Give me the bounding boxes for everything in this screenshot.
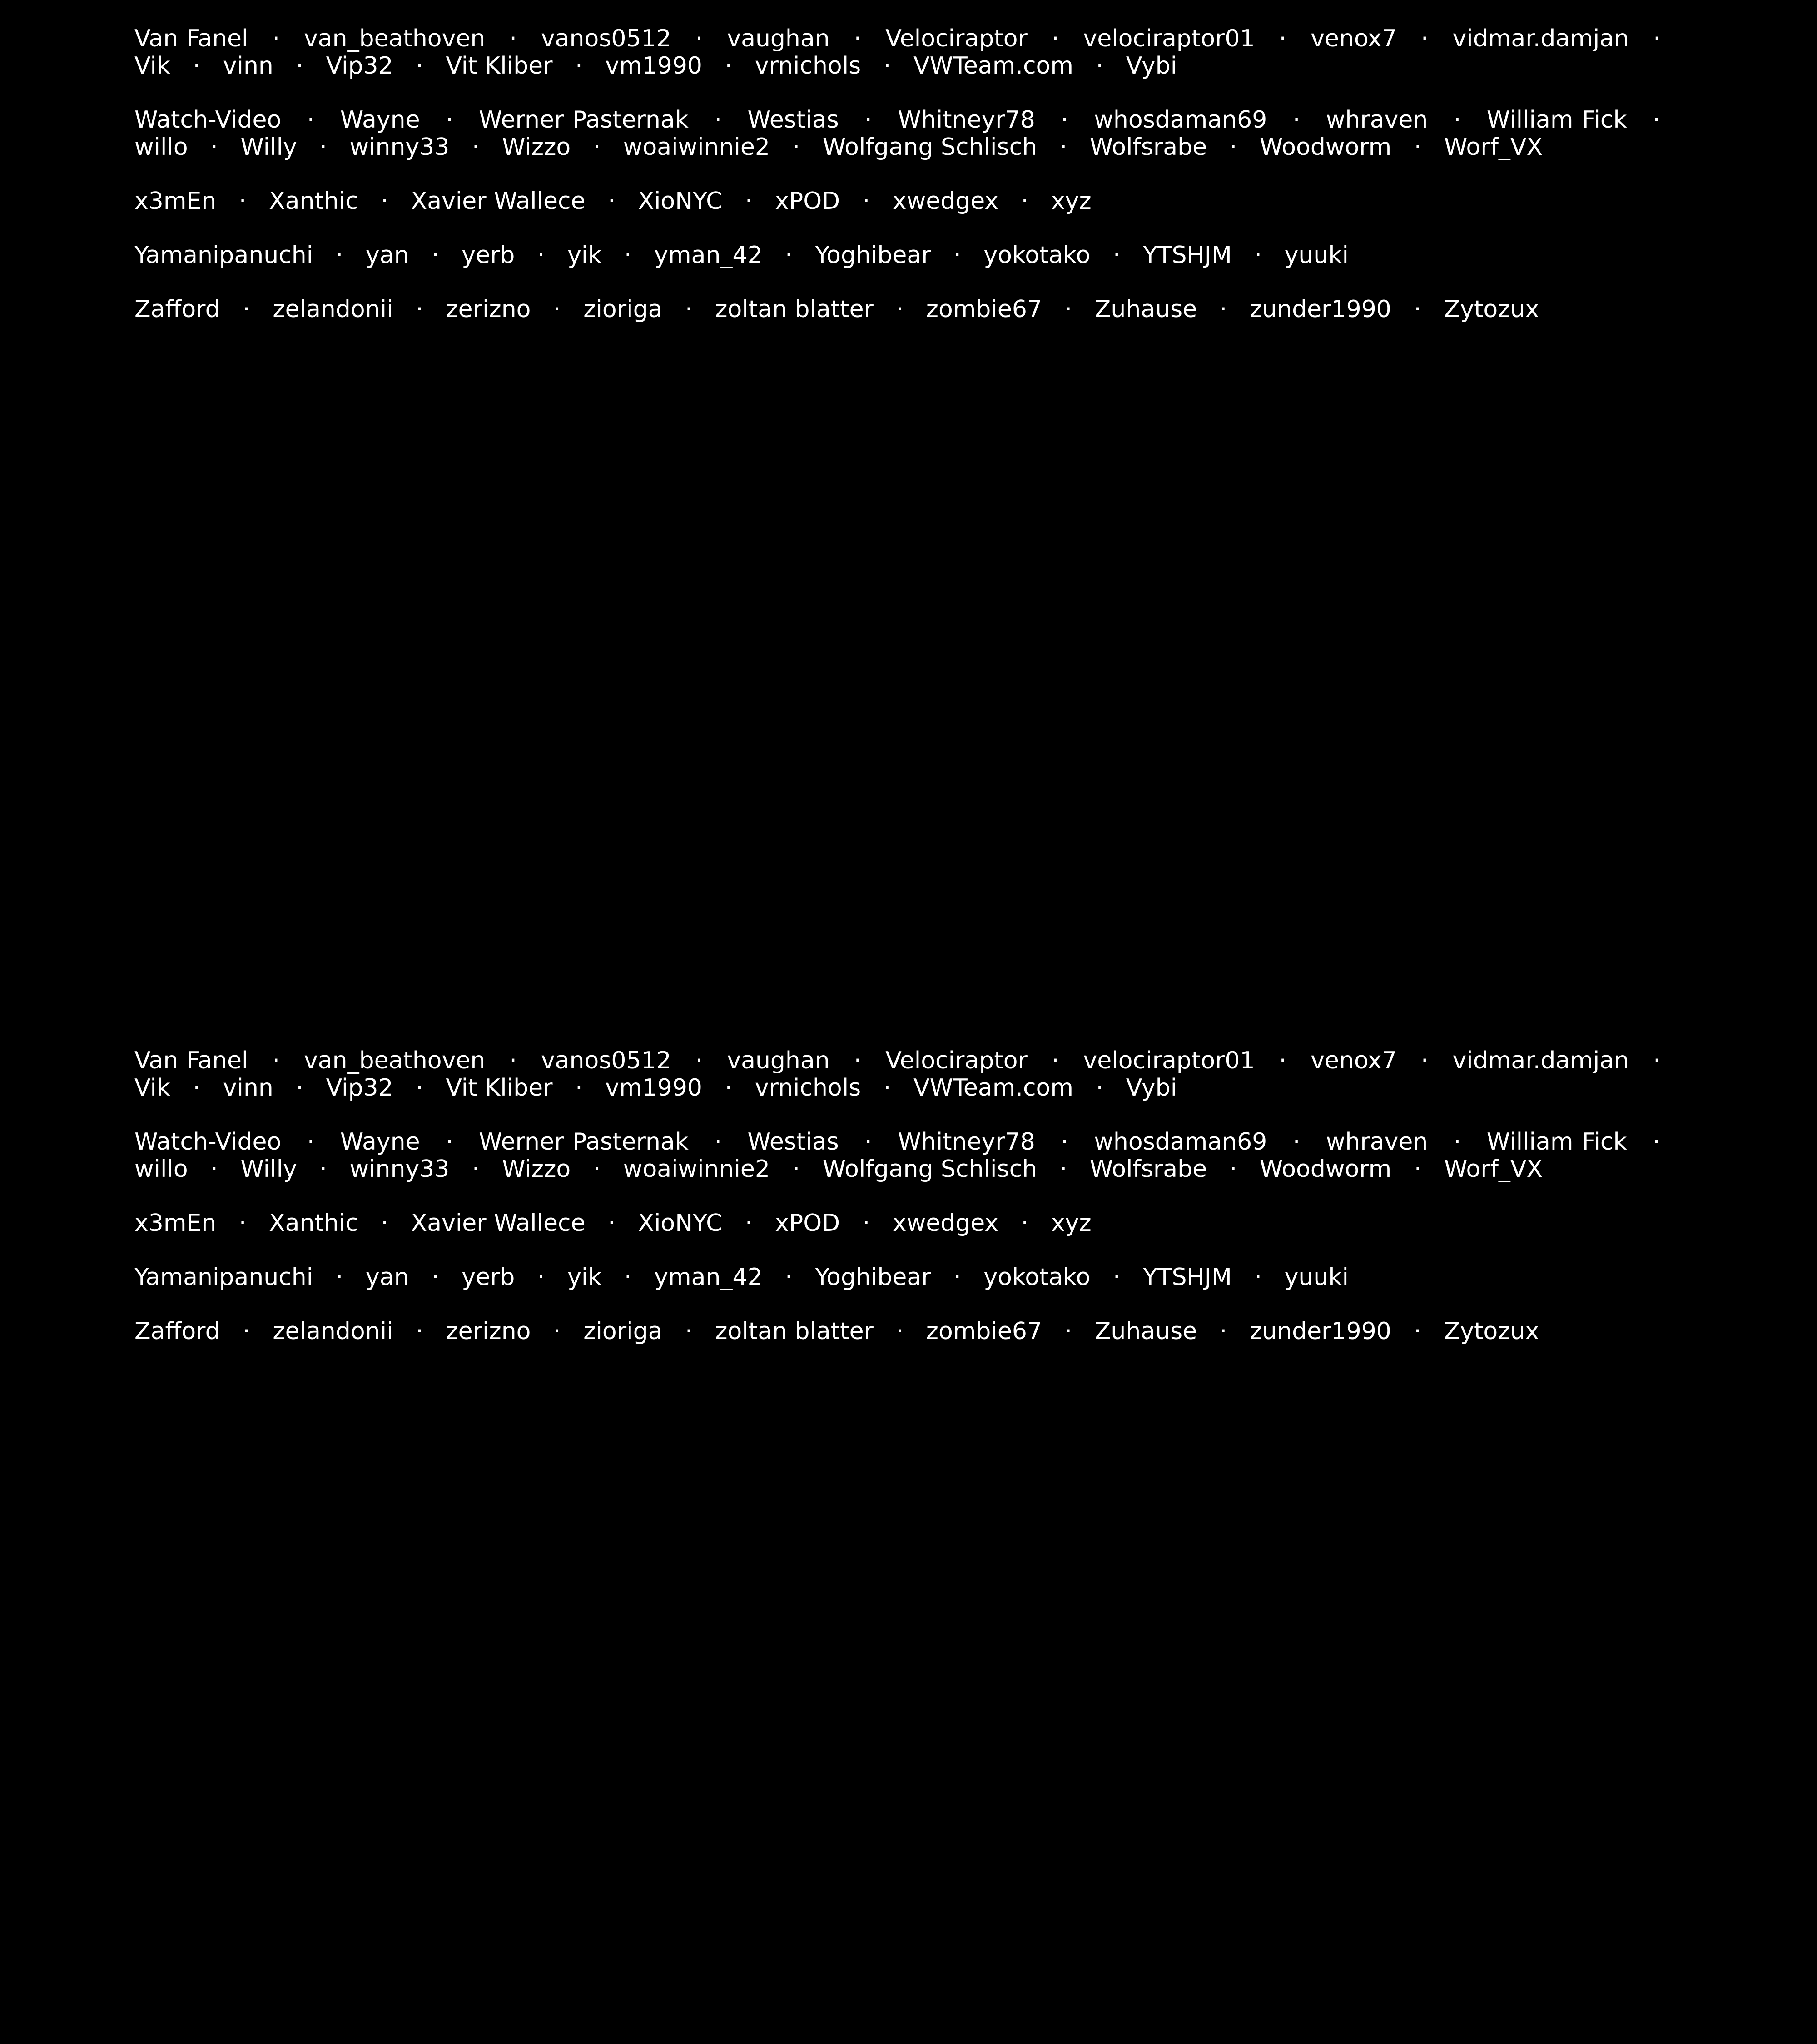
contributor-name: yokotako [983,1264,1091,1291]
name-separator: · [881,1318,919,1345]
name-separator: · [593,1210,630,1237]
name-separator: · [609,242,647,269]
contributor-name: XioNYC [638,1210,723,1237]
contributor-name: vidmar.damjan [1452,1047,1629,1074]
name-separator: · [366,188,404,215]
name-separator: · [538,296,576,323]
name-group-z [134,296,1676,323]
name-separator: · [730,188,768,215]
name-separator: · [1049,296,1087,323]
name-separator: · [1035,1047,1075,1074]
contributor-name: Whitneyr78 [898,1128,1035,1156]
name-separator: · [938,242,976,269]
name-separator: · [1399,1318,1437,1345]
name-separator: · [1399,134,1437,161]
name-separator: · [1097,242,1136,269]
contributor-name: vidmar.damjan [1452,25,1629,52]
name-separator: · [770,1264,808,1291]
contributor-name: XioNYC [638,188,723,215]
name-separator: · [847,188,885,215]
name-separator: · [522,1264,560,1291]
contributor-name: Whitneyr78 [898,106,1035,134]
name-separator: · [366,1210,404,1237]
name-separator: · [1399,1156,1437,1183]
name-separator: · [1436,106,1479,134]
contributor-name: vrnichols [755,52,861,79]
contributor-name: Yoghibear [815,242,931,269]
name-separator: · [938,1264,976,1291]
contributor-name: zombie67 [926,296,1043,323]
contributor-name: Zuhause [1094,296,1197,323]
name-separator: · [697,1128,739,1156]
contributor-name: zioriga [583,1318,663,1345]
contributor-name: whraven [1326,106,1428,134]
name-separator: · [710,1074,748,1101]
contributor-name: van_beathoven [304,1047,486,1074]
name-separator: · [868,1074,906,1101]
contributor-name: yik [567,242,602,269]
contributor-name: Wolfgang Schlisch [822,1156,1038,1183]
contributor-name: Westias [747,1128,839,1156]
contributor-name: Vik [134,52,170,79]
contributor-name: van_beathoven [304,25,486,52]
contributor-name: zunder1990 [1249,296,1391,323]
contributor-name: vinn [223,52,273,79]
contributor-name: vrnichols [755,1074,861,1101]
name-separator: · [847,106,889,134]
contributor-name: Velociraptor [885,1047,1028,1074]
contributor-name: zelandonii [273,1318,393,1345]
name-separator: · [401,296,438,323]
contributor-name: x3mEn [134,1210,217,1237]
contributor-name: vanos0512 [541,25,671,52]
name-separator: · [777,1156,815,1183]
name-separator: · [1214,134,1252,161]
name-group-z [134,1318,1676,1345]
name-separator: · [195,1156,233,1183]
name-group-x [134,188,1676,215]
name-separator: · [304,1156,342,1183]
name-separator: · [679,25,719,52]
name-group-x [134,1210,1676,1237]
contributor-name: Van Fanel [134,25,248,52]
contributor-name: zioriga [583,296,663,323]
name-separator: · [847,1210,885,1237]
contributor-name: Vit Kliber [446,52,553,79]
name-separator: · [710,52,748,79]
contributor-name: Xanthic [269,188,358,215]
name-separator: · [417,1264,454,1291]
name-separator: · [838,1047,878,1074]
contributor-name: vinn [223,1074,273,1101]
contributor-name: Vybi [1126,1074,1177,1101]
name-separator: · [1276,106,1318,134]
name-separator: · [777,134,815,161]
name-separator: · [578,134,616,161]
contributor-name: Westias [747,106,839,134]
contributor-name: whosdaman69 [1094,1128,1267,1156]
name-separator: · [1035,25,1075,52]
contributor-name: Worf_VX [1444,134,1543,161]
contributor-name: Wizzo [502,134,571,161]
name-separator: · [178,1074,216,1101]
name-separator: · [1263,1047,1303,1074]
name-separator: · [1049,1318,1087,1345]
contributor-name: xPOD [775,188,840,215]
name-separator: · [401,52,438,79]
contributor-name: Zafford [134,1318,220,1345]
name-group-v [134,25,1676,79]
contributor-name: Zafford [134,296,220,323]
contributor-name: Willy [240,134,297,161]
name-separator: · [256,1047,296,1074]
contributor-name: vaughan [727,1047,830,1074]
contributor-name: winny33 [349,134,450,161]
contributor-name: William Fick [1486,1128,1627,1156]
contributor-name: Yamanipanuchi [134,242,313,269]
name-group-y [134,242,1676,269]
contributor-name: woaiwinnie2 [623,1156,770,1183]
name-group-w [134,1128,1676,1183]
contributor-name: yman_42 [654,1264,763,1291]
contributor-name: xwedgex [892,188,999,215]
name-separator: · [223,188,262,215]
contributor-name: Werner Pasternak [479,1128,689,1156]
contributor-name: Willy [240,1156,297,1183]
contributor-name: willo [134,1156,188,1183]
contributor-name: zunder1990 [1249,1318,1391,1345]
name-separator: · [178,52,216,79]
contributor-name: Watch-Video [134,106,282,134]
contributor-name: Wayne [340,1128,420,1156]
name-separator: · [697,106,739,134]
name-separator: · [522,242,560,269]
name-separator: · [1405,1047,1445,1074]
name-separator: · [881,296,919,323]
name-separator: · [1635,106,1677,134]
contributor-name: Xanthic [269,1210,358,1237]
contributor-name: Worf_VX [1444,1156,1543,1183]
contributor-name: yan [365,1264,409,1291]
name-separator: · [228,1318,265,1345]
name-group-v [134,1047,1676,1101]
name-separator: · [228,296,265,323]
name-separator: · [320,1264,358,1291]
name-separator: · [593,188,630,215]
contributor-name: zoltan blatter [715,1318,874,1345]
name-separator: · [538,1318,576,1345]
name-separator: · [281,1074,319,1101]
name-separator: · [428,1128,471,1156]
name-separator: · [428,106,471,134]
contributor-name: Yamanipanuchi [134,1264,313,1291]
contributor-name: Velociraptor [885,25,1028,52]
contributor-name: woaiwinnie2 [623,134,770,161]
contributor-name: zelandonii [273,296,393,323]
contributor-name: yokotako [983,242,1091,269]
name-separator: · [256,25,296,52]
name-separator: · [770,242,808,269]
contributor-name: Vik [134,1074,170,1101]
contributor-name: willo [134,134,188,161]
name-separator: · [290,106,332,134]
name-separator: · [1044,134,1082,161]
name-separator: · [670,1318,708,1345]
name-separator: · [1263,25,1303,52]
contributor-name: vaughan [727,25,830,52]
contributor-name: yerb [462,1264,515,1291]
contributor-name: VWTeam.com [913,52,1074,79]
name-separator: · [560,52,598,79]
name-separator: · [320,242,358,269]
contributor-name: xyz [1051,1210,1092,1237]
name-separator: · [1097,1264,1136,1291]
contributor-name: Van Fanel [134,1047,248,1074]
name-separator: · [290,1128,332,1156]
contributor-name: Wolfsrabe [1089,134,1207,161]
contributor-name: yuuki [1284,242,1349,269]
contributor-name: Woodworm [1259,134,1392,161]
contributor-name: yik [567,1264,602,1291]
name-separator: · [493,25,533,52]
contributor-name: vm1990 [605,1074,703,1101]
contributor-name: zerizno [446,1318,531,1345]
name-separator: · [609,1264,647,1291]
name-separator: · [195,134,233,161]
name-separator: · [1239,242,1277,269]
name-separator: · [1043,106,1086,134]
name-separator: · [401,1074,438,1101]
name-separator: · [457,1156,495,1183]
contributor-name: YTSHJM [1143,1264,1232,1291]
contributor-name: yerb [462,242,515,269]
contributor-name: Xavier Wallece [411,188,586,215]
credits-list-lower [134,1047,1676,1372]
contributor-name: Yoghibear [815,1264,931,1291]
contributor-name: yuuki [1284,1264,1349,1291]
contributor-name: whraven [1326,1128,1428,1156]
name-separator: · [1239,1264,1277,1291]
name-separator: · [838,25,878,52]
contributor-name: yan [365,242,409,269]
contributor-name: xwedgex [892,1210,999,1237]
contributor-name: VWTeam.com [913,1074,1074,1101]
name-separator: · [401,1318,438,1345]
contributor-name: Zuhause [1094,1318,1197,1345]
name-separator: · [1043,1128,1086,1156]
contributor-name: Vip32 [326,52,393,79]
contributor-name: vanos0512 [541,1047,671,1074]
contributor-name: William Fick [1486,106,1627,134]
contributor-name: Woodworm [1259,1156,1392,1183]
name-separator: · [417,242,454,269]
name-separator: · [1006,188,1044,215]
name-separator: · [730,1210,768,1237]
contributor-name: velociraptor01 [1083,25,1255,52]
name-separator: · [1214,1156,1252,1183]
contributor-name: Vybi [1126,52,1177,79]
name-separator: · [1405,25,1445,52]
name-separator: · [1006,1210,1044,1237]
contributor-name: zerizno [446,296,531,323]
name-separator: · [1081,52,1119,79]
name-separator: · [679,1047,719,1074]
contributor-name: winny33 [349,1156,450,1183]
name-separator: · [1204,1318,1242,1345]
contributor-name: x3mEn [134,188,217,215]
credits-list-upper [134,25,1676,350]
name-separator: · [1637,1047,1676,1074]
name-separator: · [1436,1128,1479,1156]
name-separator: · [493,1047,533,1074]
contributor-name: Wizzo [502,1156,571,1183]
contributor-name: Xavier Wallece [411,1210,586,1237]
contributor-name: vm1990 [605,52,703,79]
name-separator: · [847,1128,889,1156]
name-separator: · [1276,1128,1318,1156]
contributor-name: Zytozux [1444,296,1539,323]
contributor-name: yman_42 [654,242,763,269]
name-separator: · [868,52,906,79]
name-separator: · [560,1074,598,1101]
name-separator: · [304,134,342,161]
name-separator: · [281,52,319,79]
contributor-name: zoltan blatter [715,296,874,323]
contributor-name: venox7 [1311,25,1397,52]
name-separator: · [670,296,708,323]
contributor-name: Zytozux [1444,1318,1539,1345]
name-separator: · [1204,296,1242,323]
contributor-name: Wayne [340,106,420,134]
contributor-name: velociraptor01 [1083,1047,1255,1074]
name-group-y [134,1264,1676,1291]
contributor-name: YTSHJM [1143,242,1232,269]
name-separator: · [457,134,495,161]
contributor-name: Wolfsrabe [1089,1156,1207,1183]
name-separator: · [1635,1128,1677,1156]
contributor-name: Vip32 [326,1074,393,1101]
contributor-name: Watch-Video [134,1128,282,1156]
name-separator: · [1081,1074,1119,1101]
contributor-name: Wolfgang Schlisch [822,134,1038,161]
contributor-name: zombie67 [926,1318,1043,1345]
name-separator: · [223,1210,262,1237]
contributor-name: xPOD [775,1210,840,1237]
contributor-name: Werner Pasternak [479,106,689,134]
contributor-name: venox7 [1311,1047,1397,1074]
name-separator: · [1044,1156,1082,1183]
name-separator: · [1399,296,1437,323]
contributor-name: xyz [1051,188,1092,215]
contributor-name: Vit Kliber [446,1074,553,1101]
name-separator: · [1637,25,1676,52]
name-separator: · [578,1156,616,1183]
contributor-name: whosdaman69 [1094,106,1267,134]
name-group-w [134,106,1676,161]
